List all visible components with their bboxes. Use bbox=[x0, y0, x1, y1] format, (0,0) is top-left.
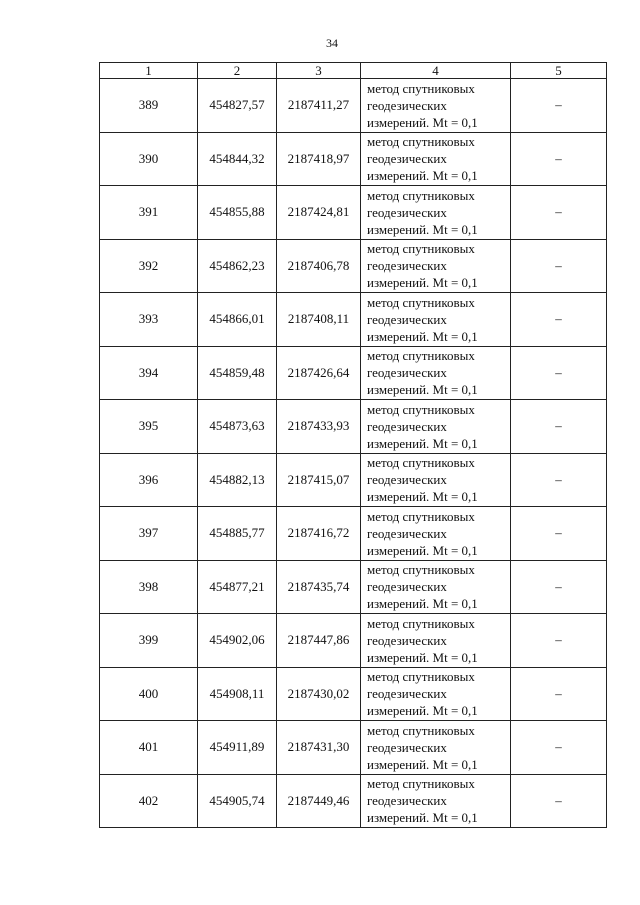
note-cell: – bbox=[511, 560, 607, 614]
table-row bbox=[100, 79, 607, 133]
point-number-cell: 397 bbox=[100, 507, 198, 561]
method-cell bbox=[361, 293, 511, 347]
method-line: геодезических bbox=[367, 204, 447, 220]
y-coordinate-cell: 2187435,74 bbox=[277, 560, 361, 614]
method-line: метод спутниковых bbox=[367, 562, 475, 578]
table-row bbox=[100, 507, 607, 561]
x-coordinate-cell: 454844,32 bbox=[198, 132, 277, 186]
table-row bbox=[100, 293, 607, 347]
method-line: измерений. Mt = 0,1 bbox=[367, 275, 478, 291]
method-line: метод спутниковых bbox=[367, 348, 475, 364]
method-line: геодезических bbox=[367, 97, 447, 113]
method-cell bbox=[361, 400, 511, 454]
method-line: измерений. Mt = 0,1 bbox=[367, 649, 478, 665]
method-cell bbox=[361, 614, 511, 668]
method-line: геодезических bbox=[367, 365, 447, 381]
point-number-cell: 401 bbox=[100, 721, 198, 775]
x-coordinate-cell: 454877,21 bbox=[198, 560, 277, 614]
table-row bbox=[100, 614, 607, 668]
method-line: измерений. Mt = 0,1 bbox=[367, 703, 478, 719]
header-col-5: 5 bbox=[511, 63, 607, 79]
table-row bbox=[100, 239, 607, 293]
note-cell: – bbox=[511, 132, 607, 186]
note-cell: – bbox=[511, 614, 607, 668]
y-coordinate-cell: 2187449,46 bbox=[277, 774, 361, 828]
header-col-1: 1 bbox=[100, 63, 198, 79]
method-line: геодезических bbox=[367, 632, 447, 648]
method-cell bbox=[361, 239, 511, 293]
method-cell bbox=[361, 721, 511, 775]
x-coordinate-cell: 454855,88 bbox=[198, 186, 277, 240]
point-number-cell: 399 bbox=[100, 614, 198, 668]
method-cell bbox=[361, 667, 511, 721]
y-coordinate-cell: 2187430,02 bbox=[277, 667, 361, 721]
method-line: измерений. Mt = 0,1 bbox=[367, 596, 478, 612]
x-coordinate-cell: 454859,48 bbox=[198, 346, 277, 400]
method-line: метод спутниковых bbox=[367, 294, 475, 310]
method-line: метод спутниковых bbox=[367, 80, 475, 96]
method-line: метод спутниковых bbox=[367, 615, 475, 631]
table-row bbox=[100, 186, 607, 240]
y-coordinate-cell: 2187447,86 bbox=[277, 614, 361, 668]
table-row bbox=[100, 400, 607, 454]
header-col-4: 4 bbox=[361, 63, 511, 79]
method-line: метод спутниковых bbox=[367, 455, 475, 471]
table-row bbox=[100, 132, 607, 186]
note-cell: – bbox=[511, 79, 607, 133]
method-cell bbox=[361, 560, 511, 614]
table-row bbox=[100, 721, 607, 775]
method-line: метод спутниковых bbox=[367, 187, 475, 203]
note-cell: – bbox=[511, 721, 607, 775]
y-coordinate-cell: 2187424,81 bbox=[277, 186, 361, 240]
method-line: метод спутниковых bbox=[367, 241, 475, 257]
x-coordinate-cell: 454827,57 bbox=[198, 79, 277, 133]
y-coordinate-cell: 2187416,72 bbox=[277, 507, 361, 561]
table-row bbox=[100, 560, 607, 614]
method-line: измерений. Mt = 0,1 bbox=[367, 810, 478, 826]
coordinates-table bbox=[99, 62, 607, 828]
header-row bbox=[100, 63, 607, 79]
point-number-cell: 395 bbox=[100, 400, 198, 454]
y-coordinate-cell: 2187431,30 bbox=[277, 721, 361, 775]
method-cell bbox=[361, 774, 511, 828]
x-coordinate-cell: 454902,06 bbox=[198, 614, 277, 668]
method-line: геодезических bbox=[367, 686, 447, 702]
y-coordinate-cell: 2187433,93 bbox=[277, 400, 361, 454]
x-coordinate-cell: 454866,01 bbox=[198, 293, 277, 347]
method-line: геодезических bbox=[367, 739, 447, 755]
table-body bbox=[100, 79, 607, 828]
method-line: измерений. Mt = 0,1 bbox=[367, 168, 478, 184]
method-line: геодезических bbox=[367, 579, 447, 595]
note-cell: – bbox=[511, 239, 607, 293]
method-line: измерений. Mt = 0,1 bbox=[367, 221, 478, 237]
note-cell: – bbox=[511, 507, 607, 561]
y-coordinate-cell: 2187408,11 bbox=[277, 293, 361, 347]
y-coordinate-cell: 2187418,97 bbox=[277, 132, 361, 186]
point-number-cell: 389 bbox=[100, 79, 198, 133]
method-line: измерений. Mt = 0,1 bbox=[367, 756, 478, 772]
method-line: метод спутниковых bbox=[367, 401, 475, 417]
note-cell: – bbox=[511, 667, 607, 721]
point-number-cell: 402 bbox=[100, 774, 198, 828]
method-line: геодезических bbox=[367, 151, 447, 167]
note-cell: – bbox=[511, 293, 607, 347]
method-line: измерений. Mt = 0,1 bbox=[367, 489, 478, 505]
x-coordinate-cell: 454885,77 bbox=[198, 507, 277, 561]
note-cell: – bbox=[511, 453, 607, 507]
note-cell: – bbox=[511, 186, 607, 240]
method-line: геодезических bbox=[367, 311, 447, 327]
y-coordinate-cell: 2187426,64 bbox=[277, 346, 361, 400]
point-number-cell: 396 bbox=[100, 453, 198, 507]
note-cell: – bbox=[511, 346, 607, 400]
point-number-cell: 394 bbox=[100, 346, 198, 400]
y-coordinate-cell: 2187411,27 bbox=[277, 79, 361, 133]
method-line: метод спутниковых bbox=[367, 669, 475, 685]
page-number: 34 bbox=[326, 36, 338, 50]
point-number-cell: 391 bbox=[100, 186, 198, 240]
method-line: метод спутниковых bbox=[367, 134, 475, 150]
method-cell bbox=[361, 132, 511, 186]
method-cell bbox=[361, 186, 511, 240]
point-number-cell: 393 bbox=[100, 293, 198, 347]
method-line: метод спутниковых bbox=[367, 776, 475, 792]
note-cell: – bbox=[511, 400, 607, 454]
table-row bbox=[100, 453, 607, 507]
x-coordinate-cell: 454882,13 bbox=[198, 453, 277, 507]
header-col-2: 2 bbox=[198, 63, 277, 79]
x-coordinate-cell: 454911,89 bbox=[198, 721, 277, 775]
x-coordinate-cell: 454908,11 bbox=[198, 667, 277, 721]
x-coordinate-cell: 454862,23 bbox=[198, 239, 277, 293]
x-coordinate-cell: 454873,63 bbox=[198, 400, 277, 454]
method-cell bbox=[361, 79, 511, 133]
note-cell: – bbox=[511, 774, 607, 828]
table-row bbox=[100, 774, 607, 828]
point-number-cell: 398 bbox=[100, 560, 198, 614]
point-number-cell: 400 bbox=[100, 667, 198, 721]
method-cell bbox=[361, 453, 511, 507]
method-line: геодезических bbox=[367, 793, 447, 809]
x-coordinate-cell: 454905,74 bbox=[198, 774, 277, 828]
method-line: геодезических bbox=[367, 258, 447, 274]
table-row bbox=[100, 346, 607, 400]
method-line: измерений. Mt = 0,1 bbox=[367, 435, 478, 451]
method-line: измерений. Mt = 0,1 bbox=[367, 114, 478, 130]
method-line: геодезических bbox=[367, 472, 447, 488]
method-line: геодезических bbox=[367, 418, 447, 434]
method-cell bbox=[361, 346, 511, 400]
table-row bbox=[100, 667, 607, 721]
method-line: метод спутниковых bbox=[367, 722, 475, 738]
method-line: измерений. Mt = 0,1 bbox=[367, 382, 478, 398]
y-coordinate-cell: 2187415,07 bbox=[277, 453, 361, 507]
header-col-3: 3 bbox=[277, 63, 361, 79]
table-header bbox=[100, 63, 607, 79]
point-number-cell: 390 bbox=[100, 132, 198, 186]
y-coordinate-cell: 2187406,78 bbox=[277, 239, 361, 293]
point-number-cell: 392 bbox=[100, 239, 198, 293]
method-line: геодезических bbox=[367, 525, 447, 541]
method-line: измерений. Mt = 0,1 bbox=[367, 328, 478, 344]
method-line: метод спутниковых bbox=[367, 508, 475, 524]
method-line: измерений. Mt = 0,1 bbox=[367, 542, 478, 558]
method-cell bbox=[361, 507, 511, 561]
